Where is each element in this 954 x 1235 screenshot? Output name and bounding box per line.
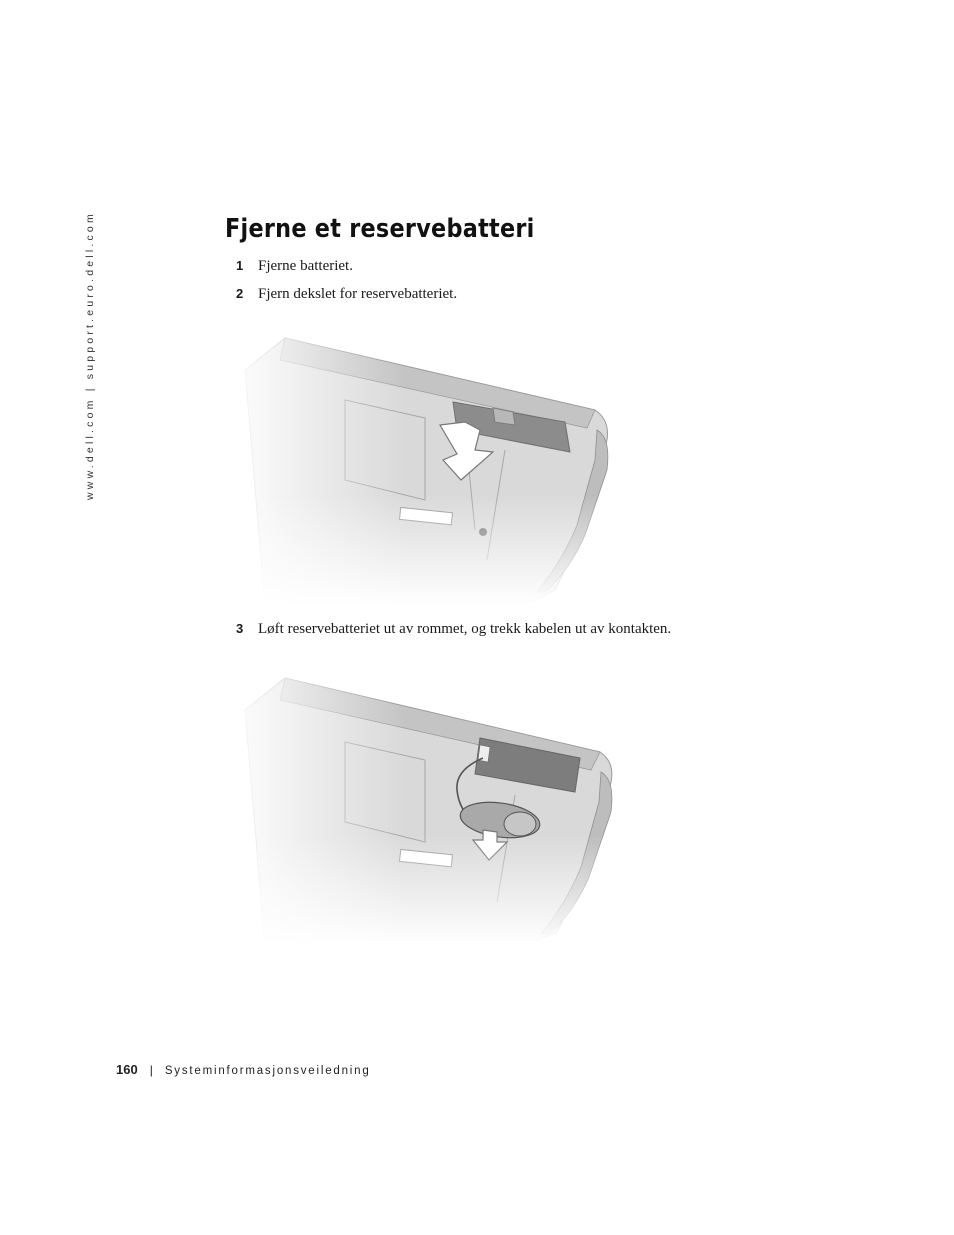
step-number: 3 — [236, 621, 244, 636]
step-text: Fjern dekslet for reservebatteriet. — [258, 286, 458, 302]
step-1 — [236, 258, 353, 275]
step-number: 1 — [236, 258, 244, 273]
page-footer — [116, 1062, 371, 1077]
step-text: Fjerne batteriet. — [258, 258, 353, 274]
footer-separator: | — [149, 1063, 153, 1077]
illustration-lift-battery — [225, 670, 625, 945]
page-title: Fjerne et reservebatteri — [225, 214, 535, 244]
step-text: Løft reservebatteriet ut av rommet, og trekk kabelen ut av kontakten. — [258, 621, 672, 637]
step-number: 2 — [236, 286, 244, 301]
illustration-remove-cover — [225, 330, 625, 605]
step-3 — [236, 621, 671, 638]
step-2 — [236, 286, 457, 303]
page-number: 160 — [116, 1062, 138, 1077]
book-title: Systeminformasjonsveiledning — [164, 1065, 371, 1077]
side-url: www.dell.com | support.euro.dell.com — [84, 211, 96, 500]
